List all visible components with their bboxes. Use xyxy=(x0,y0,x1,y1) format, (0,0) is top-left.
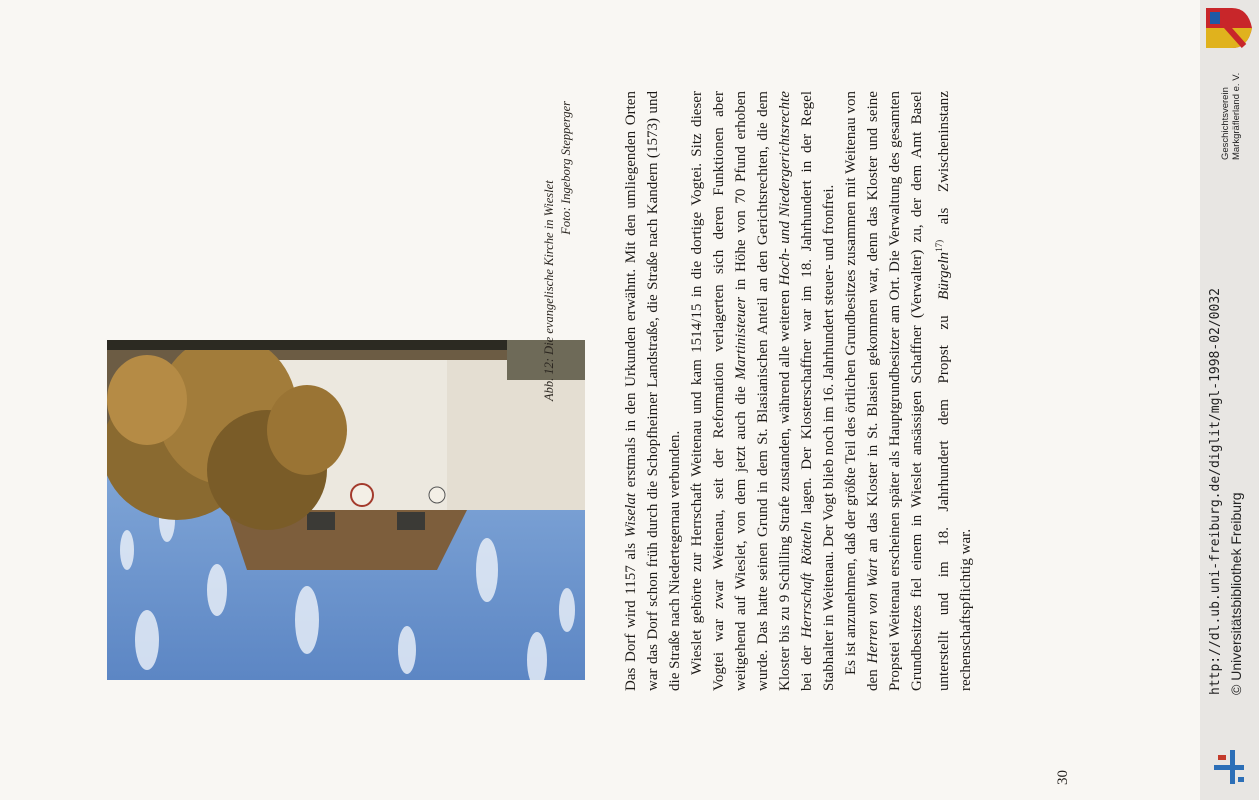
page-number: 30 xyxy=(1055,770,1071,785)
coat-of-arms-icon xyxy=(1204,6,1254,50)
association-name-line-1: Geschichtsverein xyxy=(1220,87,1231,160)
text-run: in Höhe von 70 Pfund erhoben wurde. Das hatte seinen Grund in dem St. Blasianischen Anteil an den Gerichtsrechten, die dem Kloster bis zu 9 Schilling Strafe zustanden, während alle weiteren xyxy=(733,91,793,691)
text-run: bei der xyxy=(799,637,815,691)
caption-text: Die evangelische Kirche in Wieslet xyxy=(542,180,556,355)
caption-label: Abb. 12: xyxy=(542,357,556,401)
italic-run: Wiselat xyxy=(623,492,639,538)
viewer-sidebar xyxy=(1200,0,1259,800)
church-photo-image xyxy=(107,340,585,680)
association-name-line-2: Markgräflerland e. V. xyxy=(1231,72,1242,160)
association-name xyxy=(1220,56,1242,160)
ub-freiburg-logo-icon xyxy=(1208,742,1248,790)
italic-run: Bürgeln xyxy=(936,251,952,300)
document-url-link[interactable]: http://dl.ub.uni-freiburg.de/diglit/mgl-1998-02/0032 xyxy=(1208,288,1223,695)
text-run: Das Dorf wird 1157 als xyxy=(623,537,639,691)
figure-caption xyxy=(542,101,574,401)
photo-credit: Foto: Ingeborg Stepperger xyxy=(559,101,573,235)
text-run: als Zwischeninstanz rechenschaftspflichtig war. xyxy=(936,91,974,691)
church-photo xyxy=(107,340,585,680)
body-paragraph-2 xyxy=(686,91,840,691)
text-run: Es ist anzunehmen, daß der größte Teil des örtlichen Grundbesitzes zusammen mit Weitenau von den xyxy=(843,91,881,691)
text-run: erstmals in den Urkunden erwähnt. Mit den umliegenden Orten war das Dorf schon früh durch die Schopfheimer Landstraße, die Straße nach Kandern (1573) und die Straße nach Niedertegernau verbunden. xyxy=(623,91,683,691)
italic-run: Herrschaft Rötteln xyxy=(799,521,815,638)
italic-run: Martinisteuer xyxy=(733,296,749,380)
association-logo xyxy=(1202,2,1257,160)
caption-line xyxy=(542,101,557,401)
rotated-page-content xyxy=(30,15,1170,785)
article-body xyxy=(620,91,977,691)
italic-run: Hoch- und Niedergerichtsrechte xyxy=(777,91,793,286)
body-paragraph-3 xyxy=(840,91,977,691)
italic-run: Herren von Wart xyxy=(865,558,881,664)
text-run: lagen. Der Klosterschaffner war im 18. Jahrhundert in der Regel Stabhalter in Weitenau. Der Vogt blieb noch im 16. Jahrhundert steuer- und fronfrei. xyxy=(799,90,837,691)
copyright-notice: © Universitätsbibliothek Freiburg xyxy=(1228,492,1244,695)
footnote-ref: 17) xyxy=(934,239,944,252)
text-run: Wieslet gehörte zur Herrschaft Weitenau und kam 1514/15 in die dortige Vogtei. Sitz dieser Vogtei war zwar Weitenau, seit der Reformation verlagerten sich deren Funktionen aber weitgehend auf Wieslet, von dem jetzt auch die xyxy=(689,91,749,691)
body-paragraph-1 xyxy=(620,91,686,691)
text-run: an das Kloster in St. Blasien gekommen war, denn das Kloster und seine Propstei Weitenau erscheinen später als Hauptgrundbesitzer am Ort. Die Verwaltung des gesamten Grundbesitzes fiel einem in Wieslet ansässigen Schaffner (Verwalter) zu, der dem Amt Basel unterstellt und im 18. Jahrhundert dem Propst zu xyxy=(865,91,952,691)
sidebar-rotated-content xyxy=(1200,0,1259,800)
